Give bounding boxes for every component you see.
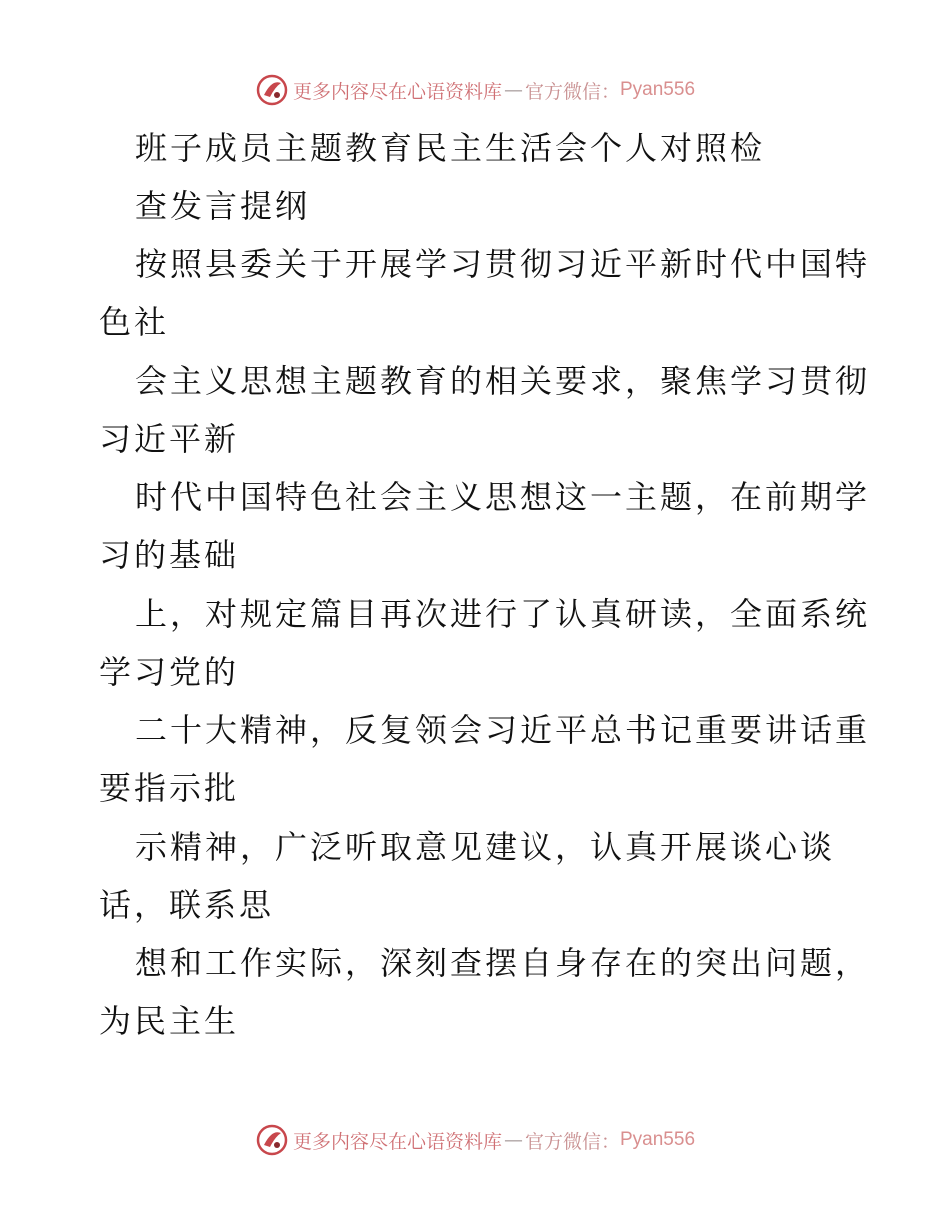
watermark-brand: 更多内容尽在心语资料库: [292, 80, 502, 103]
text-line: 按照县委关于开展学习贯彻习近平新时代中国特: [135, 245, 871, 283]
header-watermark: [0, 70, 950, 110]
text-line: 为民主生: [99, 1002, 240, 1040]
text-line: 二十大精神，反复领会习近平总书记重要讲话重: [135, 711, 871, 749]
logo-icon: [255, 73, 289, 107]
title-line-2: 查发言提纲: [135, 187, 311, 225]
watermark-id: Pyan556: [620, 79, 696, 100]
text-line: 想和工作实际，深刻查摆自身存在的突出问题，: [135, 944, 871, 982]
text-line: 上，对规定篇目再次进行了认真研读，全面系统: [135, 595, 871, 633]
watermark-label: 官方微信：: [524, 1130, 620, 1153]
text-line: 要指示批: [99, 769, 240, 807]
text-line: 会主义思想主题教育的相关要求，聚焦学习贯彻: [135, 362, 871, 400]
title-line-1: 班子成员主题教育民主生活会个人对照检: [135, 129, 766, 167]
text-line: 示精神，广泛听取意见建议，认真开展谈心谈: [135, 828, 836, 866]
text-line: 习近平新: [99, 420, 240, 458]
text-line: 话，联系思: [99, 886, 275, 924]
footer-watermark: [0, 1120, 950, 1160]
text-line: 色社: [99, 303, 170, 341]
watermark-separator: —: [503, 79, 523, 101]
watermark-label: 官方微信：: [524, 80, 620, 103]
text-line: 时代中国特色社会主义思想这一主题，在前期学: [135, 478, 871, 516]
text-line: 习的基础: [99, 536, 240, 574]
text-line: 学习党的: [99, 653, 240, 691]
watermark-id: Pyan556: [620, 1129, 696, 1150]
logo-icon: [255, 1123, 289, 1157]
watermark-brand: 更多内容尽在心语资料库: [292, 1130, 502, 1153]
watermark-separator: —: [503, 1129, 523, 1151]
